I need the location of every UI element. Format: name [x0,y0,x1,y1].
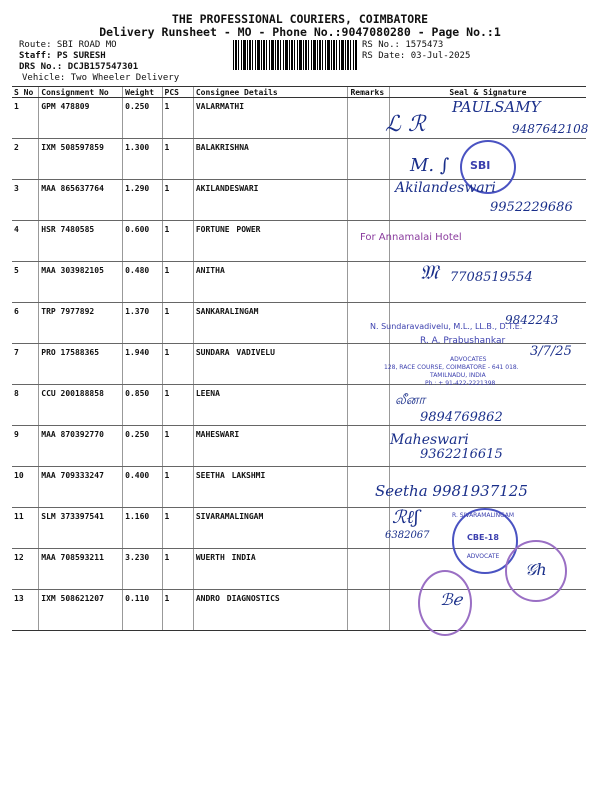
row-sno: 9 [12,426,39,467]
signature-7-date: 3/7/25 [530,344,572,359]
advocate-stamp-phone: Ph : + 91-422-2221398 [425,380,496,387]
row-weight: 0.250 [123,426,162,467]
row-consignee: WUERTH INDIA [193,549,348,590]
row-consignment-no: MAA 870392770 [39,426,123,467]
advocate-seal-name: R. SIVARAMALINGAM [452,512,515,519]
row-consignment-no: IXM 508597859 [39,139,123,180]
row-consignee: SEETHA LAKSHMI [193,467,348,508]
sbi-seal-text: SBI [470,159,491,172]
advocate-stamp-address: 128, RACE COURSE, COIMBATORE - 641 018. [384,364,519,371]
row-weight: 0.110 [123,590,162,631]
signature-9-phone: 9362216615 [420,447,503,462]
row-remarks [348,426,389,467]
col-pcs: PCS [162,87,193,98]
rs-number: RS No.: 1575473 [362,40,444,50]
row-consignee: ANDRO DIAGNOSTICS [193,590,348,631]
row-weight: 1.370 [123,303,162,344]
advocate-stamp-state: TAMILNADU, INDIA [430,372,486,379]
row-consignee: MAHESWARI [193,426,348,467]
col-weight: Weight [123,87,162,98]
row-consignment-no: PRO 17588365 [39,344,123,385]
row-remarks [348,180,389,221]
row-sno: 3 [12,180,39,221]
row-pcs: 1 [162,549,193,590]
signature-5-phone: 7708519554 [450,270,533,285]
row-consignee: AKILANDESWARI [193,180,348,221]
signature-8-name: லீனா [395,393,426,408]
signature-11-mark: ℛℓʃ [392,507,419,528]
route-label: Route: SBI ROAD MO [19,40,117,50]
table-row [12,221,586,262]
row-pcs: 1 [162,303,193,344]
row-remarks [348,139,389,180]
row-consignee: SUNDARA VADIVELU [193,344,348,385]
row-consignee: LEENA [193,385,348,426]
advocate-stamp-title: N. Sundaravadivelu, M.L., LL.B., D.T.E. [370,322,523,331]
row-consignee: FORTUNE POWER [193,221,348,262]
vehicle-label: Vehicle: Two Wheeler Delivery [22,73,180,83]
signature-6-phone: 9842243 [505,313,559,327]
row-sno: 1 [12,98,39,139]
annamalai-hotel-stamp: For Annamalai Hotel [360,232,462,243]
signature-1-name: PAULSAMY [452,98,541,116]
row-sno: 12 [12,549,39,590]
row-pcs: 1 [162,508,193,549]
row-pcs: 1 [162,467,193,508]
row-pcs: 1 [162,139,193,180]
row-consignee: SANKARALINGAM [193,303,348,344]
row-consignment-no: HSR 7480585 [39,221,123,262]
row-consignee: BALAKRISHNA [193,139,348,180]
row-remarks [348,262,389,303]
row-sno: 8 [12,385,39,426]
row-consignment-no: GPM 478809 [39,98,123,139]
row-weight: 3.230 [123,549,162,590]
row-sno: 6 [12,303,39,344]
row-weight: 1.300 [123,139,162,180]
signature-2-mark: M. ∫ [410,155,450,176]
row-pcs: 1 [162,344,193,385]
advocate-stamp-name: R. A. Prabushankar [420,336,506,346]
row-weight: 0.250 [123,98,162,139]
row-pcs: 1 [162,180,193,221]
row-consignment-no: CCU 200188858 [39,385,123,426]
row-pcs: 1 [162,385,193,426]
row-consignment-no: MAA 865637764 [39,180,123,221]
row-weight: 1.160 [123,508,162,549]
row-pcs: 1 [162,262,193,303]
col-consignment: Consignment No [39,87,123,98]
col-signature: Seal & Signature [389,87,586,98]
row-sno: 13 [12,590,39,631]
row-consignment-no: IXM 508621207 [39,590,123,631]
row-remarks [348,590,389,631]
advocate-seal-code: CBE-18 [467,533,499,542]
table-row [12,590,586,631]
row-weight: 0.850 [123,385,162,426]
row-consignment-no: MAA 709333247 [39,467,123,508]
advocate-seal-role: ADVOCATE [466,553,500,560]
row-sno: 11 [12,508,39,549]
row-pcs: 1 [162,590,193,631]
table-header-row [12,87,586,98]
row-sno: 4 [12,221,39,262]
row-sno: 7 [12,344,39,385]
signature-scribble: ℒ ℛ [385,112,426,137]
barcode-image [233,40,357,70]
col-remarks: Remarks [348,87,389,98]
advocate-stamp-role: ADVOCATES [450,356,487,363]
row-pcs: 1 [162,98,193,139]
row-consignment-no: MAA 303982105 [39,262,123,303]
staff-label: Staff: PS SURESH [19,51,106,61]
row-consignment-no: MAA 708593211 [39,549,123,590]
signature-13-mark: ℬℯ [440,590,463,609]
signature-3-phone: 9952229686 [490,200,573,215]
row-weight: 1.940 [123,344,162,385]
row-remarks [348,508,389,549]
signature-8-phone: 9894769862 [420,410,503,425]
runsheet-subtitle: Delivery Runsheet - MO - Phone No.:9047080280 - Page No.:1 [99,25,501,39]
row-remarks [348,549,389,590]
signature-3-name: Akilandeswari [395,180,496,196]
signature-9-name: Maheswari [390,432,469,448]
row-pcs: 1 [162,426,193,467]
row-weight: 0.600 [123,221,162,262]
row-consignee: ANITHA [193,262,348,303]
signature-10: Seetha 9981937125 [375,482,528,500]
signature-1-phone: 9487642108 [512,122,589,136]
drs-number: DRS No.: DCJB157547301 [19,62,139,72]
row-sno: 10 [12,467,39,508]
row-weight: 0.400 [123,467,162,508]
row-pcs: 1 [162,221,193,262]
row-consignment-no: TRP 7977892 [39,303,123,344]
signature-5-mark: 𝔐 [420,260,439,284]
row-weight: 0.480 [123,262,162,303]
row-weight: 1.290 [123,180,162,221]
rs-date: RS Date: 03-Jul-2025 [362,51,471,61]
signature-11-phone: 6382067 [385,530,430,541]
col-sno: S No [12,87,39,98]
row-remarks [348,98,389,139]
row-consignee: SIVARAMALINGAM [193,508,348,549]
row-sno: 5 [12,262,39,303]
row-sno: 2 [12,139,39,180]
company-title: THE PROFESSIONAL COURIERS, COIMBATORE [171,12,429,26]
row-remarks [348,385,389,426]
col-consignee: Consignee Details [193,87,348,98]
signature-12-mark: 𝒢ℎ [525,560,547,579]
row-consignee: VALARMATHI [193,98,348,139]
row-consignment-no: SLM 373397541 [39,508,123,549]
